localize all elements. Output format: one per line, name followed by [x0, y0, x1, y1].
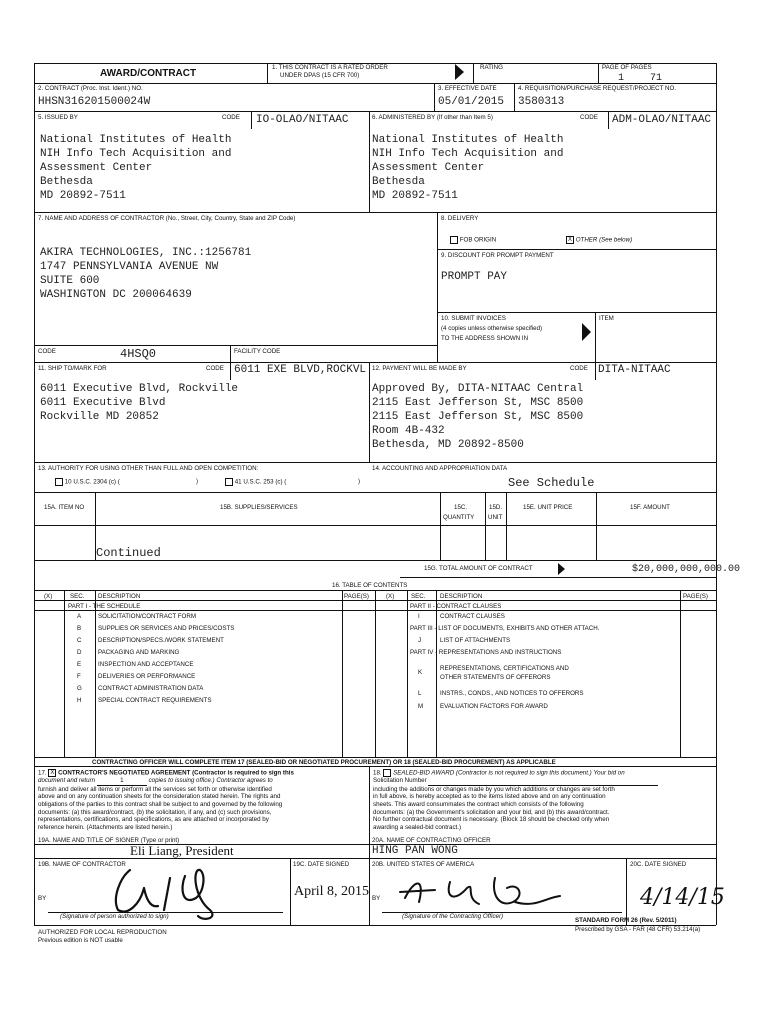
toc-desc: DESCRIPTION/SPECS./WORK STATEMENT [98, 637, 224, 644]
issued-by-code-label: CODE [222, 114, 240, 121]
toc-h-pages2: PAGE(S) [683, 593, 708, 600]
toc-desc-i: CONTRACT CLAUSES [440, 613, 505, 620]
ship-to-code: 6011 EXE BLVD,ROCKVL [234, 364, 367, 376]
toc-desc: DELIVERIES OR PERFORMANCE [98, 673, 196, 680]
toc-sec-m: M [418, 703, 424, 710]
toc-desc-k2: OTHER STATEMENTS OF OFFERORS [440, 674, 551, 681]
by-label-2: BY [372, 895, 381, 902]
authority-opt1[interactable]: 10 U.S.C. 2304 (c) ( [55, 478, 120, 486]
page-count: 71 [650, 73, 663, 84]
authority-opt2-close: ) [358, 478, 361, 485]
requisition-label: 4. REQUISITION/PURCHASE REQUEST/PROJECT NO. [518, 85, 677, 92]
administered-by-label: 6. ADMINISTERED BY (If other than Item 5) [372, 114, 493, 121]
date-19c: April 8, 2015 [294, 884, 370, 899]
toc-desc-j: LIST OF ATTACHMENTS [440, 637, 511, 644]
accounting-value: See Schedule [508, 476, 595, 490]
toc-sec: F [77, 673, 81, 680]
col-supplies: 15B. SUPPLIES/SERVICES [220, 504, 298, 511]
effective-date-label: 3. EFFECTIVE DATE [438, 85, 497, 92]
toc-h-sec2: SEC. [411, 593, 426, 600]
page-of-pages-label: PAGE OF PAGES [602, 64, 652, 71]
payment-code-label: CODE [570, 365, 588, 372]
arrow-right-icon [582, 323, 591, 341]
footer-left-2: Previous edition is NOT usable [38, 937, 123, 944]
footer-right-2: Prescribed by GSA - FAR (48 CFR) 53.214(a) [575, 926, 701, 933]
rated-order-label: 1. THIS CONTRACT IS A RATED ORDER [272, 64, 388, 71]
submit-invoices-label: 10. SUBMIT INVOICES [441, 315, 506, 322]
ship-to-label: 11. SHIP TO/MARK FOR [38, 365, 107, 372]
sig-note-contractor: (Signature of person authorized to sign) [60, 913, 169, 920]
rated-order-sub: UNDER DPAS (15 CFR 700) [280, 72, 360, 79]
contract-no-value: HHSN316201500024W [38, 96, 151, 108]
payment-label: 12. PAYMENT WILL BE MADE BY [372, 365, 467, 372]
authority-opt2[interactable]: 41 U.S.C. 253 (c) ( [225, 478, 286, 486]
toc-desc-l: INSTRS., CONDS., AND NOTICES TO OFFERORS [440, 690, 584, 697]
officer-name: HING PAN WONG [372, 845, 458, 857]
signer-name-title: Eli Liang, President [130, 843, 234, 858]
toc-desc: SPECIAL CONTRACT REQUIREMENTS [98, 697, 212, 704]
ship-to-code-label: CODE [206, 365, 224, 372]
contract-no-label: 2. CONTRACT (Proc. Inst. Ident.) NO. [38, 85, 143, 92]
administered-by-code-label: CODE [580, 114, 598, 121]
rating-label: RATING [480, 64, 503, 71]
contractor-code-label: CODE [38, 348, 56, 355]
label-20b: 20B. UNITED STATES OF AMERICA [372, 861, 475, 868]
toc-h-sec: SEC. [70, 593, 85, 600]
toc-sec: E [77, 661, 82, 668]
col-quantity-1: 15C. [454, 504, 468, 511]
toc-sec: A [77, 613, 82, 620]
fob-checkbox[interactable] [450, 236, 458, 244]
toc-part3: PART III - LIST OF DOCUMENTS, EXHIBITS AND OTHER ATTACH. [410, 625, 600, 632]
col-quantity-2: QUANTITY [443, 514, 475, 521]
toc-sec-j: J [418, 637, 422, 644]
toc-desc-k1: REPRESENTATIONS, CERTIFICATIONS AND [440, 665, 569, 672]
page-number: 1 [618, 73, 625, 84]
item-label: ITEM [599, 315, 614, 322]
authority-opt1-close: ) [196, 478, 199, 485]
contractor-label: 7. NAME AND ADDRESS OF CONTRACTOR (No., Street, City, Country, State and ZIP Code) [38, 215, 296, 222]
toc-desc: CONTRACT ADMINISTRATION DATA [98, 685, 204, 692]
arrow-right-icon [558, 563, 565, 575]
opt2-checkbox[interactable] [225, 478, 233, 486]
label-20a: 20A. NAME OF CONTRACTING OFFICER [372, 837, 491, 844]
toc-sec: H [77, 697, 82, 704]
label-20c: 20C. DATE SIGNED [630, 861, 687, 868]
delivery-label: 8. DELIVERY [441, 215, 479, 222]
toc-desc: INSPECTION AND ACCEPTANCE [98, 661, 194, 668]
col-unit-1: 15D. [489, 504, 503, 511]
administered-by-code: ADM-OLAO/NITAAC [612, 114, 712, 126]
label-19a: 19A. NAME AND TITLE OF SIGNER (Type or print) [38, 837, 180, 844]
payment-code: DITA-NITAAC [598, 364, 671, 376]
toc-h-desc2: DESCRIPTION [440, 593, 483, 600]
item17-checkbox[interactable]: X [50, 770, 55, 776]
toc-h-pages: PAGE(S) [344, 593, 369, 600]
issued-by-address: National Institutes of Health NIH Info Tech Acquisition and Assessment Center Bethesda MD 20892-7511 [40, 134, 232, 202]
total-amount-label: 15G. TOTAL AMOUNT OF CONTRACT [424, 565, 533, 572]
ship-to-address: 6011 Executive Blvd, Rockville 6011 Executive Blvd Rockville MD 20852 [40, 383, 239, 423]
date-20c: 4/14/15 [640, 885, 725, 910]
col-unit-price: 15E. UNIT PRICE [523, 504, 573, 511]
toc-h-x: (X) [44, 593, 53, 600]
submit-invoices-sub1: (4 copies unless otherwise specified) [441, 325, 543, 332]
effective-date-value: 05/01/2015 [438, 96, 505, 108]
toc-sec: C [77, 637, 82, 644]
toc-part4: PART IV - REPRESENTATIONS AND INSTRUCTIONS [410, 649, 562, 656]
facility-code-label: FACILITY CODE [234, 348, 281, 355]
payment-address: Approved By, DITA-NITAAC Central 2115 East Jefferson St, MSC 8500 2115 East Jefferson St, MSC 8500 Room 4B-432 Bethesda, MD 20892-8500 [372, 383, 584, 451]
by-label: BY [38, 895, 47, 902]
label-19c: 19C. DATE SIGNED [293, 861, 350, 868]
col-unit-2: UNIT [488, 514, 503, 521]
other-checkbox[interactable]: X [567, 237, 572, 243]
toc-title: 16. TABLE OF CONTENTS [332, 582, 408, 589]
label-19b: 19B. NAME OF CONTRACTOR [38, 861, 126, 868]
items-continued: Continued [96, 546, 161, 560]
fob-origin-option[interactable]: FOB ORIGIN [450, 236, 496, 244]
issued-by-code: IO-OLAO/NITAAC [256, 114, 349, 126]
toc-sec: D [77, 649, 82, 656]
toc-sec-k: K [418, 669, 423, 676]
discount-value: PROMPT PAY [441, 271, 508, 283]
footer-left-1: AUTHORIZED FOR LOCAL REPRODUCTION [38, 929, 167, 936]
item17-text: 17. X CONTRACTOR'S NEGOTIATED AGREEMENT (Contractor is required to sign this document and return 1 copies to issuing office.) Contractor agrees to furnish and deliver all items or perform all the services set forth or otherwise identified above and on any continuation sheets for the consideration stated herein. The rights and obligations of the parties to this contract shall be subject to and governed by the following documents: (a) this award/contract, (b) the solicitation, if any, and (c) such provisions, representations, certifications, and specifications, as are attached or incorporated by reference herein. (Attachments are listed herein.) [38, 769, 294, 831]
contractor-address: AKIRA TECHNOLOGIES, INC.:1256781 1747 PENNSYLVANIA AVENUE NW SUITE 600 WASHINGTON DC 200064639 [40, 247, 252, 301]
toc-desc: SUPPLIES OR SERVICES AND PRICES/COSTS [98, 625, 235, 632]
officer-note: CONTRACTING OFFICER WILL COMPLETE ITEM 17 (SEALED-BID OR NEGOTIATED PROCUREMENT) OR 18 (SEALED-BID PROCUREMENT) AS APPLICABLE [92, 759, 556, 766]
form-title: AWARD/CONTRACT [100, 68, 197, 79]
toc-h-desc: DESCRIPTION [98, 593, 141, 600]
discount-label: 9. DISCOUNT FOR PROMPT PAYMENT [441, 252, 554, 259]
toc-desc: PACKAGING AND MARKING [98, 649, 180, 656]
footer-right-1: STANDARD FORM 26 (Rev. 5/2011) [575, 917, 677, 924]
contractor-code: 4HSQ0 [120, 347, 157, 361]
col-amount: 15F. AMOUNT [630, 504, 670, 511]
issued-by-label: 5. ISSUED BY [38, 114, 78, 121]
item18-checkbox[interactable] [383, 769, 391, 777]
arrow-right-icon [455, 64, 464, 80]
toc-desc-m: EVALUATION FACTORS FOR AWARD [440, 703, 548, 710]
toc-sec: B [77, 625, 82, 632]
item18-text: 18. SEALED-BID AWARD (Contractor is not required to sign this document.) Your bid on Solicitation Number including the additions or changes made by you which additions or changes are set forth in full above, is hereby accepted as to the items listed above and on any continuation sheets. This award consummates the contract which consists of the following documents: (a) the Government's solicitation and your bid, and (b) this award/contract. No further contractual document is necessary. (Block 18 should be checked only when awarding a sealed-bid contract.) [373, 769, 711, 831]
accounting-label: 14. ACCOUNTING AND APPROPRIATION DATA [372, 465, 508, 472]
opt1-checkbox[interactable] [55, 478, 63, 486]
toc-part2: PART II - CONTRACT CLAUSES [410, 603, 502, 610]
submit-invoices-sub2: TO THE ADDRESS SHOWN IN [441, 335, 529, 342]
toc-sec: G [77, 685, 82, 692]
other-option[interactable]: X OTHER (See below) [567, 236, 633, 244]
toc-desc: SOLICITATION/CONTRACT FORM [98, 613, 196, 620]
toc-part1: PART I - THE SCHEDULE [68, 603, 141, 610]
officer-signature [395, 868, 565, 918]
authority-label: 13. AUTHORITY FOR USING OTHER THAN FULL AND OPEN COMPETITION: [38, 465, 259, 472]
toc-sec-l: L [418, 690, 422, 697]
administered-by-address: National Institutes of Health NIH Info Tech Acquisition and Assessment Center Bethesda MD 20892-7511 [372, 134, 564, 202]
col-item-no: 15A. ITEM NO [44, 504, 85, 511]
toc-h-x2: (X) [386, 593, 395, 600]
sig-note-officer: (Signature of the Contracting Officer) [402, 913, 504, 920]
requisition-value: 3580313 [518, 96, 565, 108]
toc-sec-i: I [418, 613, 420, 620]
total-amount-value: $20,000,000,000.00 [632, 564, 741, 575]
